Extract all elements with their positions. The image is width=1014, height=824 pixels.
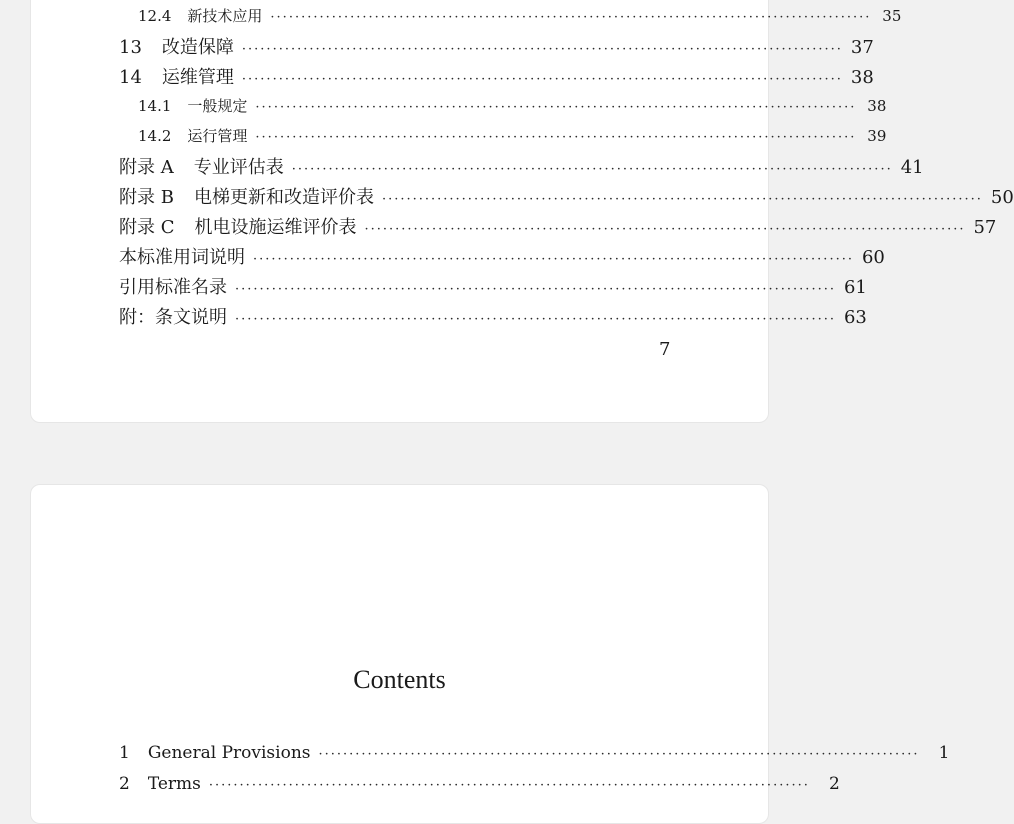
dot-leader: ·································································································· [291, 162, 893, 177]
toc-entry-page: 38 [867, 97, 887, 115]
toc-entry-page: 63 [843, 307, 867, 328]
toc-entry-title: 一般规定 [187, 97, 248, 115]
toc-entry-number: 14 [119, 67, 142, 88]
toc-entry-number: 附录 C [119, 217, 175, 238]
toc-entry-number: 2 [119, 774, 130, 794]
toc-entry-page: 37 [850, 37, 874, 58]
dot-leader: ·································································································· [241, 42, 843, 57]
toc-entry [119, 743, 950, 763]
toc-entry [119, 303, 867, 329]
toc-entry-title: 机电设施运维评价表 [194, 217, 357, 238]
toc-entry-page: 57 [973, 217, 997, 238]
dot-leader: ·································································································· [364, 222, 966, 237]
toc-entry-number: 附录 B [119, 187, 174, 208]
toc-entry-page: 60 [861, 247, 885, 268]
toc-entry [119, 63, 874, 89]
dot-leader: ·································································································· [208, 778, 810, 793]
toc-entry-number: 14.2 [138, 127, 172, 145]
toc-entry [119, 273, 867, 299]
toc-entry [119, 774, 840, 794]
toc-entry-number: 14.1 [138, 97, 172, 115]
toc-page-chinese [30, 0, 1014, 423]
toc-entry-number: 12.4 [138, 7, 172, 25]
toc-entry-number: 1 [119, 743, 130, 763]
dot-leader: ·································································································· [255, 130, 857, 145]
toc-entry [119, 33, 874, 59]
dot-leader: ·································································································· [270, 10, 872, 25]
toc-entry-number: 13 [119, 37, 142, 58]
toc-entry-page: 2 [829, 774, 840, 794]
toc-entry-title: 专业评估表 [193, 157, 284, 178]
toc-entry-page: 38 [850, 67, 874, 88]
toc-entry [119, 153, 924, 179]
dot-leader: ·································································································· [241, 72, 843, 87]
toc-entry [138, 125, 887, 146]
dot-leader: ·································································································· [235, 282, 836, 297]
contents-heading: Contents [353, 665, 446, 694]
toc-entry-page: 41 [900, 157, 924, 178]
toc-entry-title: 运维管理 [161, 67, 234, 88]
toc-entry-title: Terms [147, 774, 201, 794]
toc-entry [138, 95, 887, 116]
dot-leader: ·································································································· [255, 100, 857, 115]
toc-entry-title: 运行管理 [187, 127, 248, 145]
toc-entry-title: 新技术应用 [187, 7, 263, 25]
toc-entry-title: General Provisions [147, 743, 311, 763]
toc-entry [119, 213, 997, 239]
toc-entry-title: 电梯更新和改造评价表 [193, 187, 374, 208]
toc-entry-page: 39 [867, 127, 887, 145]
toc-entry-title: 引用标准名录 [119, 277, 227, 298]
dot-leader: ·································································································· [318, 747, 920, 762]
dot-leader: ·································································································· [235, 312, 836, 327]
dot-leader: ·································································································· [253, 252, 854, 267]
toc-entry [119, 183, 1014, 209]
toc-entry [138, 5, 902, 26]
toc-entry-page: 50 [990, 187, 1014, 208]
toc-page-english [30, 484, 950, 824]
toc-entry-page: 1 [938, 743, 950, 763]
toc-entry [119, 243, 885, 269]
dot-leader: ·································································································· [381, 192, 983, 207]
toc-entry-title: 附：条文说明 [119, 307, 227, 328]
toc-entry-page: 61 [843, 277, 867, 298]
toc-entry-title: 本标准用词说明 [119, 247, 245, 268]
toc-entry-number: 附录 A [119, 157, 174, 178]
toc-entry-page: 35 [882, 7, 902, 25]
page-number: 7 [659, 339, 671, 360]
toc-entry-title: 改造保障 [161, 37, 234, 58]
